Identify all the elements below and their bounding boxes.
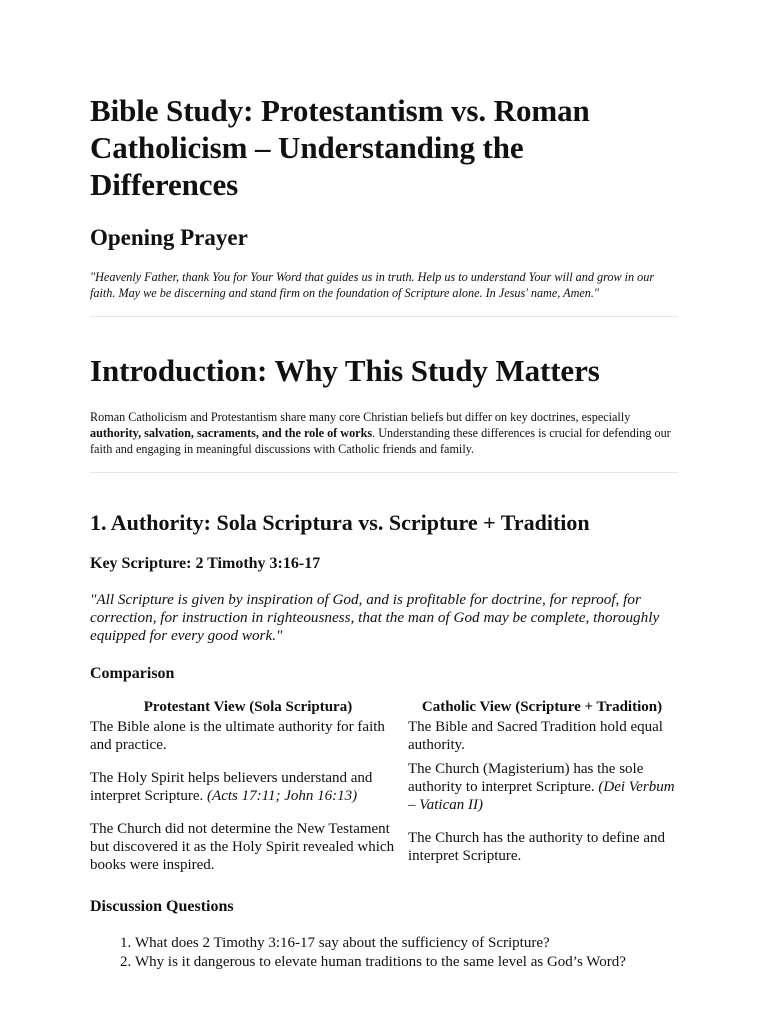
protestant-cell-reference: (Acts 17:11; John 16:13)	[207, 788, 358, 804]
opening-prayer-text: "Heavenly Father, thank You for Your Word that guides us in truth. Help us to understand Your will and grow in our faith. May we be discerning and stand firm on the foundation of Scripture alone. In Jesus' name, Amen."	[90, 270, 655, 300]
document-title: Bible Study: Protestantism vs. Roman Catholicism – Understanding the Differences	[90, 93, 590, 202]
comparison-table	[90, 698, 678, 880]
protestant-cell-text: The Bible alone is the ultimate authority for faith and practice.	[90, 719, 385, 753]
catholic-cell-text: The Bible and Sacred Tradition hold equal authority.	[408, 719, 663, 753]
catholic-view-header: Catholic View (Scripture + Tradition)	[421, 699, 663, 715]
protestant-cell	[90, 760, 406, 820]
protestant-view-header: Protestant View (Sola Scriptura)	[143, 699, 353, 715]
section-divider	[90, 472, 678, 473]
catholic-cell	[406, 820, 678, 880]
introduction-text-end: . Understanding these differences is crucial for defending our faith and engaging in meaningful discussions with Catholic friends and family.	[90, 426, 671, 456]
catholic-cell	[406, 760, 678, 820]
table-row	[90, 760, 678, 820]
section-authority-heading: 1. Authority: Sola Scriptura vs. Scripture + Tradition	[90, 510, 590, 535]
discussion-questions-heading: Discussion Questions	[90, 898, 234, 915]
protestant-cell	[90, 820, 406, 880]
key-scripture-heading: Key Scripture: 2 Timothy 3:16-17	[90, 555, 321, 572]
table-row	[90, 718, 678, 760]
introduction-heading: Introduction: Why This Study Matters	[90, 353, 600, 388]
section-divider	[90, 316, 678, 317]
introduction-text	[90, 409, 678, 457]
introduction-key-doctrines: authority, salvation, sacraments, and the role of works	[90, 426, 373, 440]
protestant-cell-text: The Church did not determine the New Testament but discovered it as the Holy Spirit revealed which books were inspired.	[90, 821, 395, 873]
list-item: 2. Why is it dangerous to elevate human traditions to the same level as God’s Word?	[135, 953, 678, 972]
list-item: 1. What does 2 Timothy 3:16-17 say about the sufficiency of Scripture?	[135, 934, 678, 953]
catholic-cell	[406, 718, 678, 760]
scripture-quote: "All Scripture is given by inspiration of God, and is profitable for doctrine, for reproof, for correction, for instruction in righteousness, that the man of God may be complete, thoroughly equipped for every good work."	[90, 591, 660, 644]
protestant-cell	[90, 718, 406, 760]
protestant-cell-text: The Holy Spirit helps believers understand and interpret Scripture.	[90, 770, 373, 804]
catholic-cell-text: The Church (Magisterium) has the sole authority to interpret Scripture.	[408, 761, 644, 795]
catholic-cell-reference: (Dei Verbum – Vatican II)	[408, 779, 675, 813]
table-header-row	[90, 698, 678, 718]
comparison-heading: Comparison	[90, 665, 175, 682]
discussion-questions-list	[90, 934, 678, 972]
introduction-text-start: Roman Catholicism and Protestantism share many core Christian beliefs but differ on key doctrines, especially	[90, 410, 631, 424]
opening-prayer-heading: Opening Prayer	[90, 225, 248, 250]
table-row	[90, 820, 678, 880]
catholic-cell-text: The Church has the authority to define and interpret Scripture.	[408, 830, 666, 864]
